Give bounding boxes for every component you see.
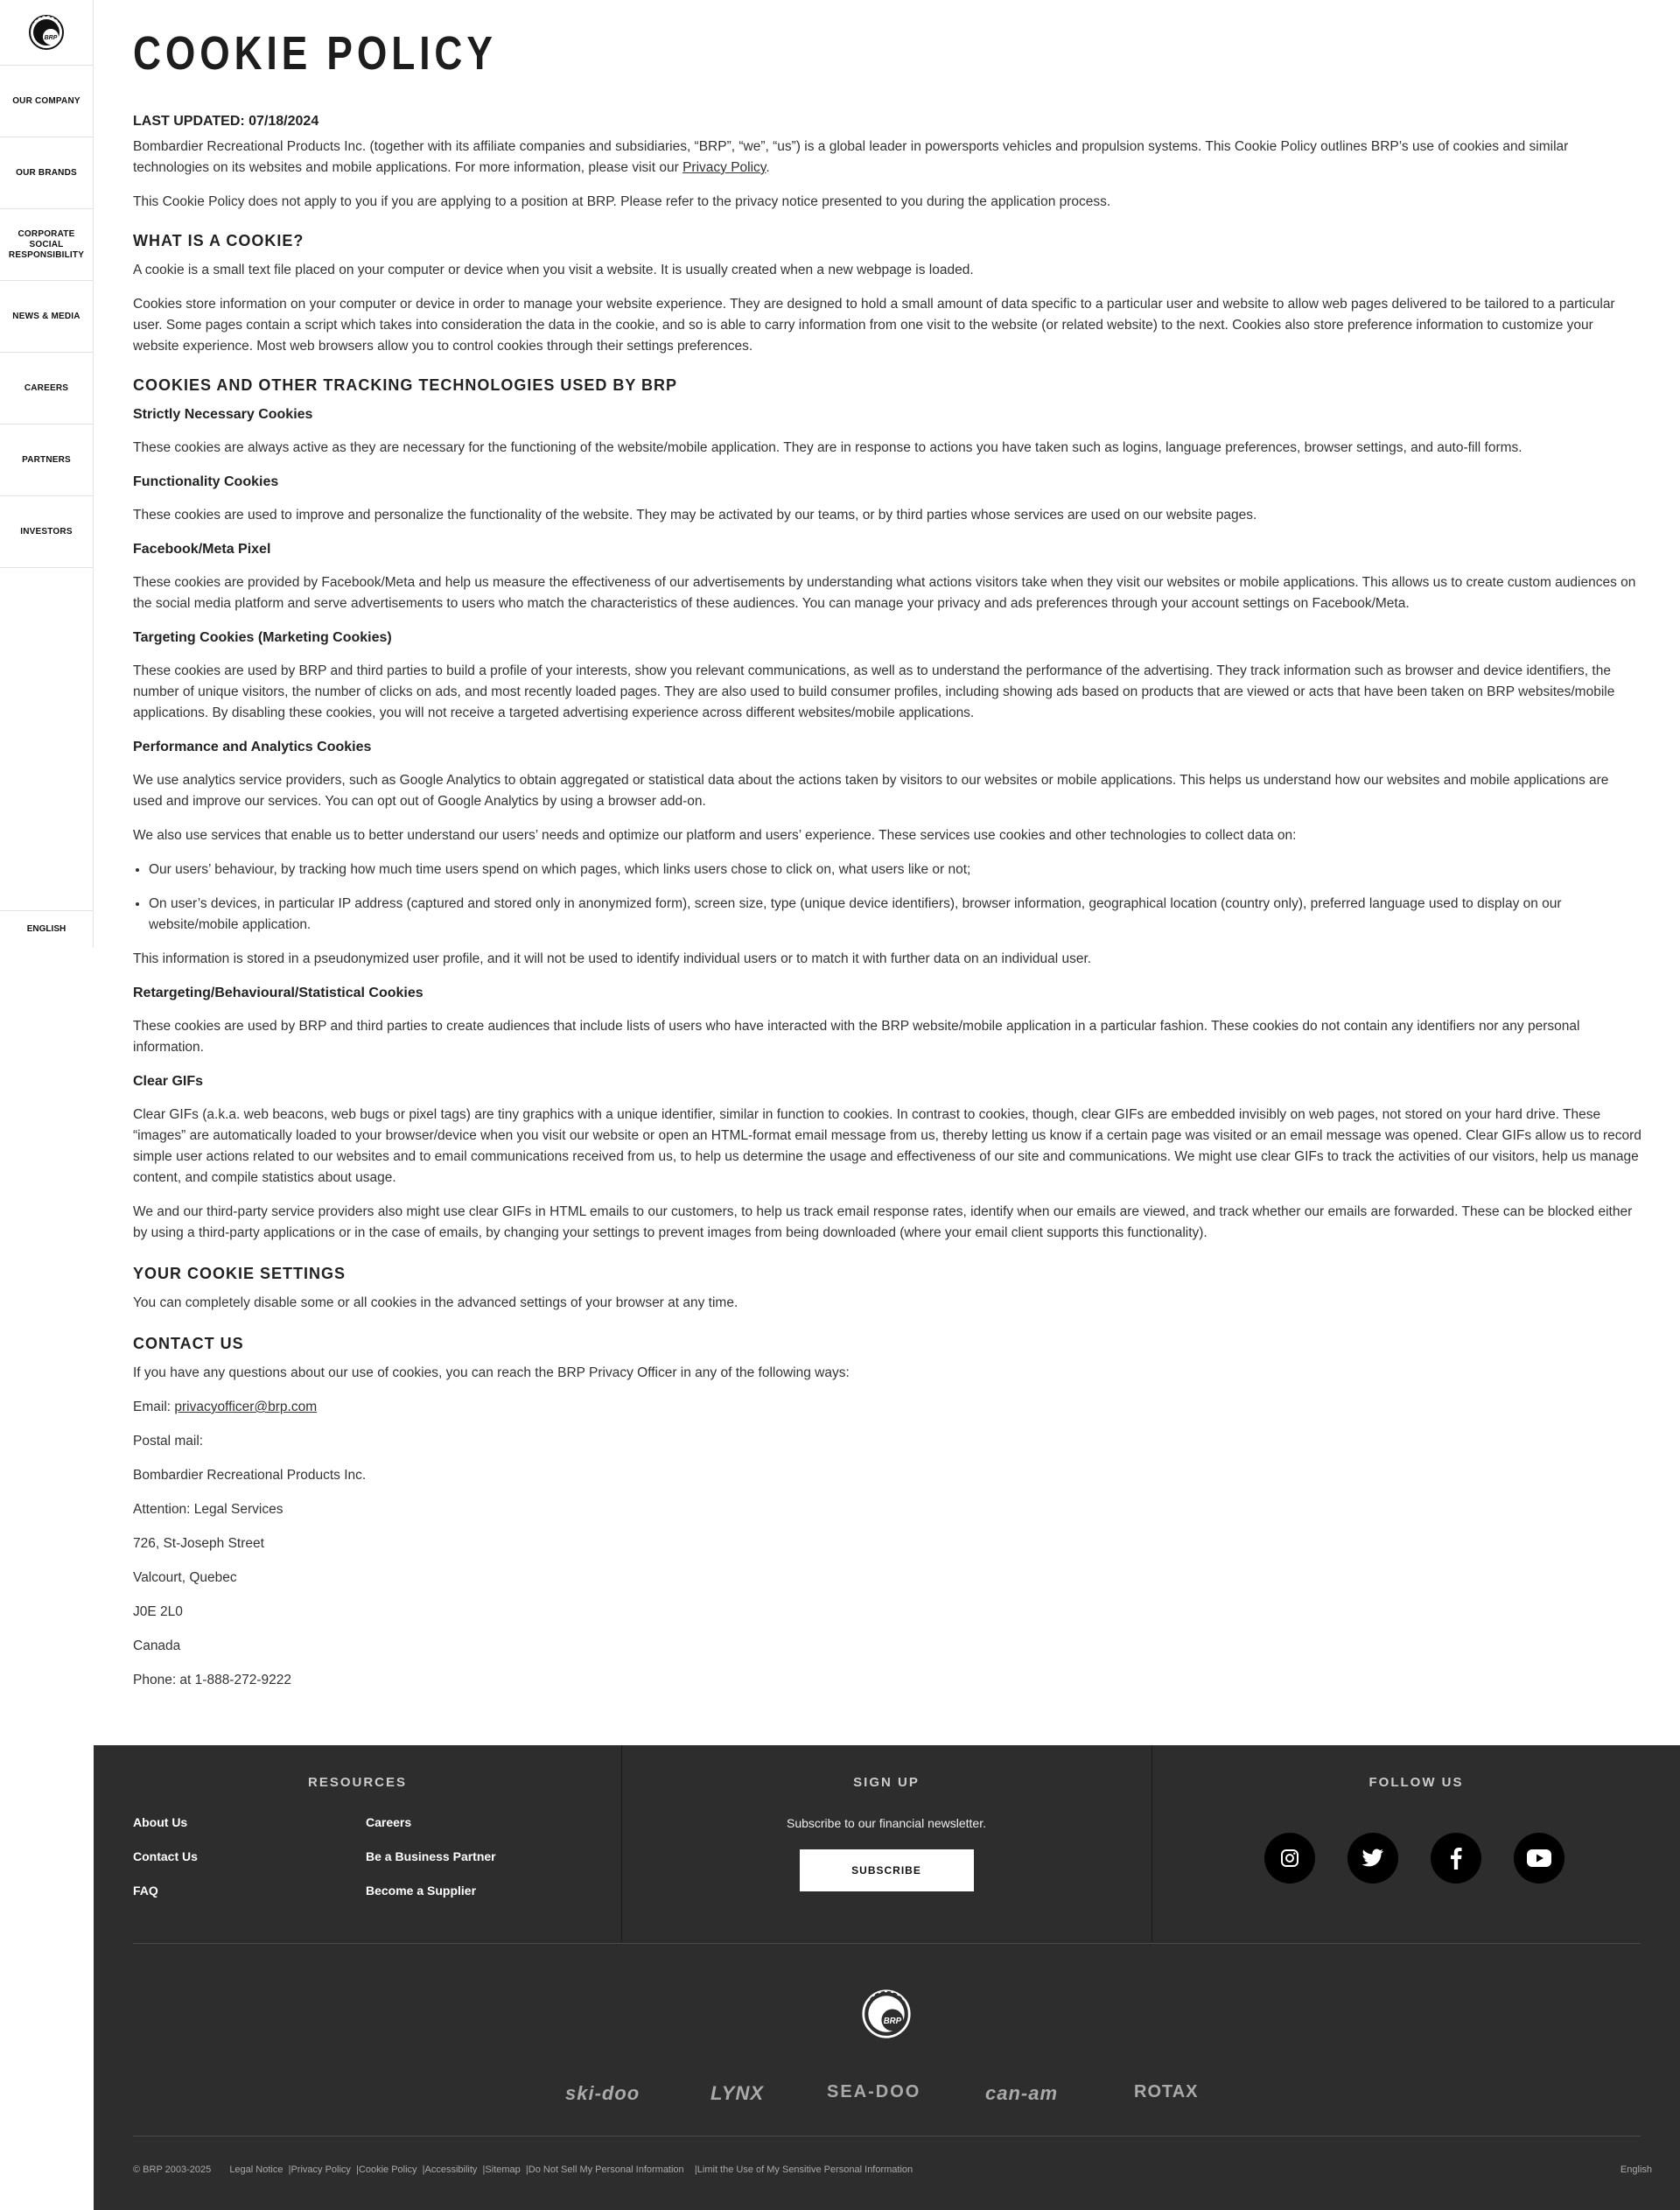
paragraph: We also use services that enable us to better understand our users’ needs and optimize our platform and users’ experience. These services use cookies and other technologies to collect data on: <box>133 828 1297 843</box>
address-line: J0E 2L0 <box>133 1604 183 1619</box>
resources-title: RESOURCES <box>307 1775 408 1790</box>
subsection-title-facebook: Facebook/Meta Pixel <box>133 542 271 557</box>
list-item: • Our users’ behaviour, by tracking how much time users spend on which pages, which links users chose to click on, what users like or not; <box>149 859 1642 880</box>
signup-text: Subscribe to our financial newsletter. <box>786 1816 986 1830</box>
footer-link-faq[interactable]: FAQ <box>133 1884 158 1898</box>
main-content <box>133 0 1642 1691</box>
legal-link-notice[interactable]: Legal Notice <box>229 2164 284 2175</box>
signup-title: SIGN UP <box>853 1775 920 1790</box>
sidebar-item-csr[interactable]: CORPORATE SOCIAL RESPONSIBILITY <box>0 209 93 281</box>
footer-resources <box>94 1745 622 1942</box>
paragraph: We use analytics service providers, such as Google Analytics to obtain aggregated or statistical data about the actions taken by visitors to our websites or mobile applications. This helps us understand how our websites and mobile applications are used and improve our services. You can opt out of Google Analytics by using a browser add-on. <box>133 773 1609 809</box>
brand-sea-doo-logo[interactable]: SEA-DOO <box>827 2082 921 2101</box>
section-title-cookie-settings: YOUR COOKIE SETTINGS <box>133 1265 346 1282</box>
data-list <box>133 859 1642 936</box>
address-line: Bombardier Recreational Products Inc. <box>133 1468 367 1483</box>
last-updated: LAST UPDATED: 07/18/2024 <box>133 114 319 129</box>
footer-divider <box>133 1943 1641 1944</box>
legal-link-accessibility[interactable]: Accessibility <box>424 2164 478 2175</box>
email-line <box>133 1397 1642 1418</box>
email-label: Email: <box>133 1400 175 1414</box>
subsection-title-functionality: Functionality Cookies <box>133 474 279 489</box>
sidebar-item-our-company[interactable]: OUR COMPANY <box>0 66 93 137</box>
sidebar-item-careers[interactable]: CAREERS <box>0 353 93 424</box>
intro-text: Bombardier Recreational Products Inc. (together with its affiliate companies and subsidiaries, “BRP”, “we”, “us”) is a global leader in powersports vehicles and propulsion systems. This Cookie Policy outlines BRP’s use of cookies and similar technologies on its websites and mobile applications. For more information, please visit our <box>133 139 1569 175</box>
phone-line: Phone: at 1-888-272-9222 <box>133 1673 291 1687</box>
intro-paragraph-2: This Cookie Policy does not apply to you if you are applying to a position at BRP. Please refer to the privacy notice presented to you during the application process. <box>133 194 1111 209</box>
legal-link-sitemap[interactable]: Sitemap <box>485 2164 521 2175</box>
subsection-title-retargeting: Retargeting/Behavioural/Statistical Cookies <box>133 986 424 1000</box>
twitter-icon[interactable] <box>1348 1833 1398 1884</box>
paragraph: These cookies are provided by Facebook/Meta and help us measure the effectiveness of our advertisements by understanding what actions visitors take when they visit our websites or mobile applications. This allows us to create custom audiences on the social media platform and serve advertisements to users who match the characteristics of these audiences. You can manage your privacy and ads preferences through your account settings on Facebook/Meta. <box>133 575 1636 611</box>
list-item: • On user’s devices, in particular IP address (captured and stored only in anonymized form), screen size, type (unique device identifiers), browser information, geographical location (country only), preferred language used to display on our website/mobile application. <box>149 894 1642 936</box>
brand-ski-doo-logo[interactable]: ski-doo <box>565 2082 640 2104</box>
footer-link-business-partner[interactable]: Be a Business Partner <box>366 1849 496 1863</box>
brand-rotax-logo[interactable]: ROTAX <box>1134 2082 1199 2101</box>
intro-paragraph: Bombardier Recreational Products Inc. (together with its affiliate companies and subsidiaries, “BRP”, “we”, “us”) is a global leader in powersports vehicles and propulsion systems. This Cookie Policy outlines BRP’s use of cookies and similar technologies on its websites and mobile applications. For more information, please visit our Privacy Policy. <box>133 139 1569 175</box>
youtube-icon[interactable] <box>1514 1833 1564 1884</box>
paragraph: These cookies are always active as they are necessary for the functioning of the website/mobile application. They are in response to actions you have taken such as logins, language preferences, browser settings, and auto-fill forms. <box>133 440 1522 455</box>
paragraph: Clear GIFs (a.k.a. web beacons, web bugs or pixel tags) are tiny graphics with a unique identifier, similar in function to cookies. In contrast to cookies, though, clear GIFs are embedded invisibly on web pages, not stored on your hard drive. These “images” are automatically loaded to your browser/device when you visit our website or open an HTML-format email message from us, thereby letting us know if a certain page was visited or an email message was opened. Clear GIFs allow us to record simple user actions related to our websites and to email communications received from us, to help us determine the usage and effectiveness of our site and communications. We might use clear GIFs to track the activities of our visitors, help us manage content, and compile statistics about usage. <box>133 1107 1642 1185</box>
footer-follow <box>1152 1745 1680 1942</box>
subsection-title-performance: Performance and Analytics Cookies <box>133 740 372 754</box>
legal-link-limit-use[interactable]: Limit the Use of My Sensitive Personal Information <box>696 2164 914 2175</box>
privacy-policy-link[interactable]: Privacy Policy <box>682 160 766 175</box>
paragraph: These cookies are used by BRP and third parties to create audiences that include lists of users who have interacted with the BRP website/mobile application in a particular fashion. These cookies do not contain any identifiers nor any personal information. <box>133 1019 1580 1055</box>
brp-logo-footer[interactable] <box>861 1989 912 2044</box>
brand-lynx-logo[interactable]: LYNX <box>710 2082 765 2104</box>
address-line: 726, St-Joseph Street <box>133 1536 264 1551</box>
language-selector[interactable]: ENGLISH <box>0 910 93 946</box>
footer-link-careers[interactable]: Careers <box>366 1815 412 1829</box>
email-link[interactable]: privacyofficer@brp.com <box>174 1400 318 1414</box>
subsection-title-clear-gifs: Clear GIFs <box>133 1074 204 1089</box>
address-line: Attention: Legal Services <box>133 1502 284 1517</box>
subsection-title-strict: Strictly Necessary Cookies <box>133 407 313 422</box>
footer-link-contact-us[interactable]: Contact Us <box>133 1849 198 1863</box>
legal-link-do-not-sell[interactable]: Do Not Sell My Personal Information <box>528 2164 684 2175</box>
address-line: Valcourt, Quebec <box>133 1570 237 1585</box>
brp-logo-icon <box>28 14 65 51</box>
paragraph: This information is stored in a pseudonymized user profile, and it will not be used to identify individual users or to match it with further data on an individual user. <box>133 951 1092 966</box>
address-line: Canada <box>133 1638 181 1653</box>
sidebar-item-news-media[interactable]: NEWS & MEDIA <box>0 281 93 353</box>
brp-logo[interactable] <box>0 0 93 66</box>
paragraph: We and our third-party service providers also might use clear GIFs in HTML emails to our customers, to help us track email response rates, identify when our emails are viewed, and track whether our emails are forwarded. These can be blocked either by using a third-party applications or in the case of emails, by changing your settings to prevent images from being downloaded (where your email client supports this functionality). <box>133 1204 1633 1240</box>
sidebar-item-our-brands[interactable]: OUR BRANDS <box>0 137 93 209</box>
footer-language-selector[interactable]: English <box>1620 2164 1652 2175</box>
legal-link-cookie[interactable]: Cookie Policy <box>358 2164 417 2175</box>
copyright: © BRP 2003-2025 <box>133 2164 212 2175</box>
svg-text:BRP: BRP <box>44 35 58 41</box>
brp-logo-icon <box>861 1989 912 2039</box>
footer-signup <box>621 1745 1152 1942</box>
paragraph: If you have any questions about our use of cookies, you can reach the BRP Privacy Officer in any of the following ways: <box>133 1365 850 1380</box>
subsection-title-targeting: Targeting Cookies (Marketing Cookies) <box>133 630 392 645</box>
footer-link-about-us[interactable]: About Us <box>133 1815 188 1829</box>
paragraph: These cookies are used by BRP and third parties to build a profile of your interests, show you relevant communications, as well as to understand the performance of the advertising. They track information such as browser and device identifiers, the number of unique visitors, the number of clicks on ads, and most recently loaded pages. They are also used to build consumer profiles, including showing ads based on products that are viewed or acts that have been taken on BRP websites/mobile applications. By disabling these cookies, you will not receive a targeted advertising experience across different websites/mobile applications. <box>133 663 1615 720</box>
legal-bar: © BRP 2003-2025 Legal Notice |Privacy Policy |Cookie Policy |Accessibility |Sitemap |Do Not Sell My Personal Information |Limit the Use of My Sensitive Personal Information <box>133 2164 914 2175</box>
instagram-icon[interactable] <box>1264 1833 1315 1884</box>
section-title-what-is-cookie: WHAT IS A COOKIE? <box>133 232 304 249</box>
paragraph: These cookies are used to improve and personalize the functionality of the website. They may be activated by our teams, or by third parties whose services are used on our website pages. <box>133 508 1257 523</box>
paragraph: A cookie is a small text file placed on your computer or device when you visit a website. It is usually created when a new webpage is loaded. <box>133 263 974 277</box>
footer <box>94 1745 1680 2210</box>
section-title-tracking: COOKIES AND OTHER TRACKING TECHNOLOGIES USED BY BRP <box>133 376 678 394</box>
paragraph: You can completely disable some or all cookies in the advanced settings of your browser at any time. <box>133 1295 738 1310</box>
sidebar <box>0 0 94 947</box>
postal-label: Postal mail: <box>133 1434 204 1449</box>
section-title-contact: CONTACT US <box>133 1335 244 1352</box>
page-title: COOKIE POLICY <box>133 27 497 80</box>
sidebar-item-partners[interactable]: PARTNERS <box>0 424 93 496</box>
subscribe-button[interactable]: SUBSCRIBE <box>800 1849 974 1891</box>
brand-can-am-logo[interactable]: can-am <box>985 2082 1059 2104</box>
svg-text:BRP: BRP <box>883 2017 902 2027</box>
follow-title: FOLLOW US <box>1368 1775 1464 1790</box>
facebook-icon[interactable] <box>1431 1833 1481 1884</box>
legal-link-privacy[interactable]: Privacy Policy <box>290 2164 351 2175</box>
footer-link-supplier[interactable]: Become a Supplier <box>366 1884 477 1898</box>
paragraph: Cookies store information on your computer or device in order to manage your website experience. They are designed to hold a small amount of data specific to a particular user and website to allow web pages delivered to be tailored to a particular user. Some pages contain a script which takes into consideration the data in the cookie, and so is able to carry information from one visit to the website (or related website) to the next. Cookies also store preference information to customize your website experience. Most web browsers allow you to control cookies through their settings preferences. <box>133 297 1615 354</box>
sidebar-item-investors[interactable]: INVESTORS <box>0 496 93 568</box>
